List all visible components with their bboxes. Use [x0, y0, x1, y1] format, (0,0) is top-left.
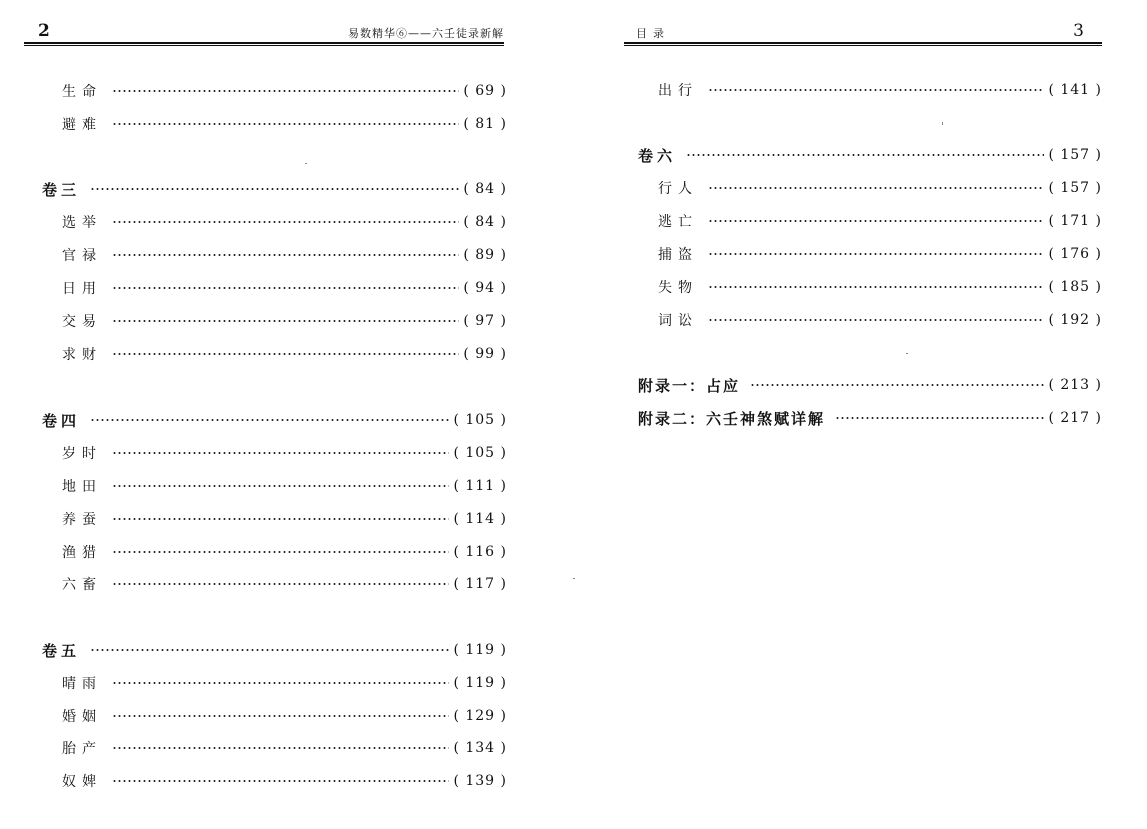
- dot-leader: [708, 319, 1044, 321]
- toc-entry: [42, 277, 507, 299]
- toc-entry: [638, 309, 1102, 331]
- dot-leader: [112, 747, 449, 749]
- toc-entry: [42, 310, 507, 332]
- toc-entry-label: 求财: [62, 347, 102, 363]
- toc-entry: [42, 737, 507, 759]
- toc-entry-label: 选举: [62, 215, 102, 231]
- header-rule-thin: [624, 45, 1102, 46]
- toc-entry-label: 岁时: [62, 446, 102, 462]
- dot-leader: [112, 123, 459, 125]
- scan-speck: [305, 163, 307, 164]
- toc-entry: [42, 541, 507, 563]
- dot-leader: [112, 682, 449, 684]
- dot-leader: [90, 419, 449, 421]
- toc-entry-label: 附录一：占应: [638, 376, 741, 395]
- toc-entry: [42, 475, 507, 497]
- toc-entry-label: 行人: [658, 181, 698, 197]
- dot-leader: [708, 187, 1044, 189]
- toc-entry: [42, 639, 507, 661]
- left-running-title: 易数精华⑥——六壬徒录新解: [348, 27, 504, 40]
- toc-entry: [638, 243, 1102, 265]
- toc-entry-page-ref: ( 111 ): [453, 478, 507, 494]
- right-page-header: [624, 22, 1102, 46]
- toc-entry-page-ref: ( 117 ): [453, 576, 507, 592]
- toc-entry: [42, 343, 507, 365]
- toc-entry-page-ref: ( 157 ): [1048, 180, 1102, 196]
- toc-entry-page-ref: ( 119 ): [453, 642, 507, 658]
- header-rule-thin: [24, 45, 504, 46]
- scan-speck: [573, 578, 575, 579]
- dot-leader: [112, 452, 449, 454]
- toc-entry: [638, 79, 1102, 101]
- toc-entry: [638, 210, 1102, 232]
- toc-entry-label: 胎产: [62, 741, 102, 757]
- toc-entry-page-ref: ( 213 ): [1048, 377, 1102, 393]
- left-page-number: 2: [38, 21, 50, 41]
- dot-leader: [112, 287, 459, 289]
- dot-leader: [112, 320, 459, 322]
- toc-entry-label: 失物: [658, 280, 698, 296]
- dot-leader: [112, 583, 449, 585]
- dot-leader: [835, 417, 1044, 419]
- toc-entry-page-ref: ( 129 ): [453, 708, 507, 724]
- dot-leader: [112, 518, 449, 520]
- toc-entry: [42, 178, 507, 200]
- toc-entry: [42, 508, 507, 530]
- left-page-header: [24, 22, 504, 46]
- toc-entry-label: 交易: [62, 314, 102, 330]
- toc-entry: [42, 80, 507, 102]
- right-page-number: 3: [1073, 21, 1084, 41]
- toc-entry-page-ref: ( 134 ): [453, 740, 507, 756]
- toc-entry: [638, 407, 1102, 429]
- scan-speck: [942, 122, 943, 125]
- toc-entry-page-ref: ( 97 ): [463, 313, 507, 329]
- toc-entry-page-ref: ( 176 ): [1048, 246, 1102, 262]
- dot-leader: [90, 188, 459, 190]
- toc-entry: [638, 276, 1102, 298]
- toc-entry: [42, 244, 507, 266]
- toc-entry-page-ref: ( 192 ): [1048, 312, 1102, 328]
- right-page: [600, 0, 1147, 829]
- toc-entry-page-ref: ( 157 ): [1048, 147, 1102, 163]
- toc-entry-page-ref: ( 217 ): [1048, 410, 1102, 426]
- toc-entry: [638, 374, 1102, 396]
- dot-leader: [90, 649, 449, 651]
- toc-entry-page-ref: ( 84 ): [463, 181, 507, 197]
- toc-entry-label: 婚姻: [62, 709, 102, 725]
- dot-leader: [112, 353, 459, 355]
- toc-entry-page-ref: ( 105 ): [453, 445, 507, 461]
- toc-entry-label: 六畜: [62, 577, 102, 593]
- toc-entry: [42, 409, 507, 431]
- toc-entry: [42, 705, 507, 727]
- dot-leader: [686, 154, 1044, 156]
- dot-leader: [112, 715, 449, 717]
- toc-entry-page-ref: ( 94 ): [463, 280, 507, 296]
- toc-entry-page-ref: ( 114 ): [453, 511, 507, 527]
- toc-entry-label: 渔猎: [62, 545, 102, 561]
- toc-entry-label: 逃亡: [658, 214, 698, 230]
- toc-entry: [42, 672, 507, 694]
- toc-entry-label: 附录二：六壬神煞赋详解: [638, 409, 826, 428]
- dot-leader: [708, 220, 1044, 222]
- toc-entry-page-ref: ( 69 ): [463, 83, 507, 99]
- toc-entry-page-ref: ( 139 ): [453, 773, 507, 789]
- toc-entry-label: 生命: [62, 84, 102, 100]
- dot-leader: [112, 221, 459, 223]
- toc-entry-label: 晴雨: [62, 676, 102, 692]
- toc-entry-label: 日用: [62, 281, 102, 297]
- dot-leader: [708, 253, 1044, 255]
- toc-entry: [42, 442, 507, 464]
- toc-entry-page-ref: ( 105 ): [453, 412, 507, 428]
- toc-entry-label: 捕盗: [658, 247, 698, 263]
- toc-entry-page-ref: ( 119 ): [453, 675, 507, 691]
- toc-entry-label: 奴婢: [62, 774, 102, 790]
- toc-entry-page-ref: ( 116 ): [453, 544, 507, 560]
- toc-entry-label: 卷三: [42, 180, 81, 199]
- header-rule: [624, 42, 1102, 44]
- dot-leader: [708, 286, 1044, 288]
- left-page: [0, 0, 560, 829]
- toc-entry-label: 养蚕: [62, 512, 102, 528]
- toc-entry: [42, 573, 507, 595]
- toc-entry-label: 出行: [658, 83, 698, 99]
- toc-entry-label: 官禄: [62, 248, 102, 264]
- toc-entry-label: 词讼: [658, 313, 698, 329]
- toc-entry-page-ref: ( 99 ): [463, 346, 507, 362]
- toc-entry: [638, 144, 1102, 166]
- toc-entry: [42, 113, 507, 135]
- toc-entry-page-ref: ( 89 ): [463, 247, 507, 263]
- toc-entry: [42, 770, 507, 792]
- toc-entry-label: 避难: [62, 117, 102, 133]
- dot-leader: [112, 254, 459, 256]
- right-running-title: 目录: [636, 27, 670, 40]
- toc-entry-page-ref: ( 84 ): [463, 214, 507, 230]
- toc-entry: [638, 177, 1102, 199]
- header-rule: [24, 42, 504, 44]
- toc-entry-label: 卷五: [42, 641, 81, 660]
- scan-speck: [906, 353, 908, 354]
- toc-entry-label: 地田: [62, 479, 102, 495]
- toc-entry-page-ref: ( 185 ): [1048, 279, 1102, 295]
- dot-leader: [112, 485, 449, 487]
- toc-entry-label: 卷六: [638, 146, 677, 165]
- toc-entry-label: 卷四: [42, 411, 81, 430]
- toc-entry-page-ref: ( 141 ): [1048, 82, 1102, 98]
- dot-leader: [112, 551, 449, 553]
- dot-leader: [708, 89, 1044, 91]
- dot-leader: [750, 384, 1044, 386]
- toc-entry-page-ref: ( 81 ): [463, 116, 507, 132]
- dot-leader: [112, 90, 459, 92]
- dot-leader: [112, 780, 449, 782]
- toc-entry-page-ref: ( 171 ): [1048, 213, 1102, 229]
- toc-entry: [42, 211, 507, 233]
